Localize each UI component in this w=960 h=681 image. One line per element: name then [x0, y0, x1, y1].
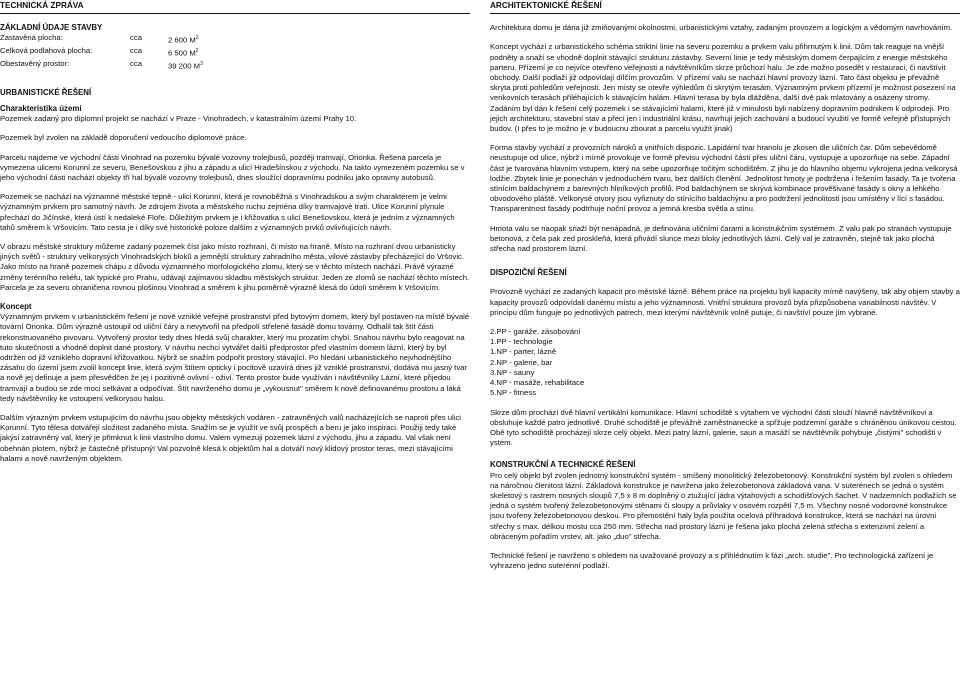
paragraph: Architektura domu je dána již zmiňovanými okolnostmi, urbanistickými vztahy, zadaným provozem a logickým a vědomým navrhováním. [490, 23, 953, 33]
list-item: 1.NP - parter, lázně [490, 347, 557, 357]
construction-title: KONSTRUKČNÍ A TECHNICKÉ ŘEŠENÍ [490, 460, 636, 470]
disposition-title: DISPOZIČNÍ ŘEŠENÍ [490, 268, 567, 278]
list-item: 2.NP - galerie, bar [490, 357, 553, 367]
area-cca: cca [130, 58, 142, 68]
paragraph: Koncept vychází z urbanistického schéma striktní linie na severu pozemku a prvkem valu přihrnutým k linii. Dům tak reaguje na vnější podněty a snaží se vhodně doplnit stávající strukturu zástavby. Severní linie je tedy městským domem čerpajícím z energie městského parteru. Přízemí je co nejvíce otevřeno veřejnosti a návštěvníkům skrze průchozí halu. Je zde možno posedět v restauraci, či navštívit obchody. Další podlaží již odpovídají dílčím provozům. V přízemí valu se nachází hlavní provozy lázní. Tato část objektu je převážně skryta proti pohledům veřejnosti. Jen místy se otevře výhledům či skrytým terasám. Významným prvkem přízemí je možnost posezení na venkovních terasách přiléhajících k stávajícím halám. Hlavní terasa by byla dlážděna, další dvě pak mlatovány a osázeny stromy. Zadáním byl dán k řešení celý pozemek i se stávajícími halami, které již v minulosti byli nabízeny dopravním podnikem k odprodeji. Pro jejich architekturu, stavební stav a přeci jen i industriální krásu, navrhuji jejich zachování a budoucí využití ve formě veřejně přístupných budov. (I přes to je možno je v budoucnu zbourat a parcelu využít jinak) [490, 42, 956, 134]
paragraph: Pozemek se nachází na významné městské tepně - ulici Korunní, která je rovnoběžná s Vinohradskou a svým charakterem je velmi významným prvkem pro samotný návrh. Je zdrojem života a městského ruchu zejména díky tramvajové trati. Ulice Korunní plynule přechází do Jičínské, která ústí k nedaleké Floře. Důležitým prvkem je i křižovatka s ulicí Benešovskou, která je jedním z významných tahů směrem k Vršovicím. Tato cesta je i díky své historické poloze dalším z významných prvků ovlivňujících návrh. [0, 192, 455, 232]
area-row [0, 59, 470, 72]
area-row [0, 33, 470, 46]
paragraph: Pozemek byl zvolen na základě doporučení vedoucího diplomové práce. [0, 133, 247, 143]
paragraph: Technické řešení je navrženo s ohledem na uvažované provozy a s přihlédnutím k fázi „arch. studie". Pro technologická zařízení je vyhrazeno jedno suterénní podlaží. [490, 550, 934, 571]
area-table [0, 33, 470, 71]
area-value: 6 500 $M^2$ [168, 48, 199, 58]
paragraph: Významným prvkem v urbanistickém řešení je nově vzniklé veřejné prostranství před bytovým domem, který byl postaven na místě bývalé tovární Orionka. Dům výrazně ustoupil od uliční čáry a nevytvořil na předpolí střelené fasádě domu továrny. Odhalil tak štít části rekonstruovaného pivovaru. Vytvořený prostor tedy dnes hledá svůj charakter, který mu prozatím chybí. Snahou návrhu bylo reagovat na tuto skutečnosti a vhodně doplnit dané prostory. V návrhu nechci vytvářet další předprostor před vlastním domem lázní, který by byl odtržen od již vzniklého dopravní křižovatkou. Nýbrž se snažím podpořit prostory stávající. Po hledání urbanistického nejvhodnějšího zásahu do území jsem zvolil koncept linie, která svým štítem opticky i pocitově uzavírá dnes již vzniklé prostranství, dodává mu jasný tvar a nově jej definuje a jsem přesvědčen že jej i pozitivně ovlivní - oživí. Tento prostor bude využíván i návštěvníky Lázní, které přijedou tramvají a budou se zde moci setkávat a odpočívat. Štít navrženého domu je „vykousnut" směrem k nově definovanému prostoru a láká tedy návštěvníky ke vstoupení velkorysou halou. [0, 312, 470, 403]
right-column [490, 0, 960, 571]
characteristics-title: Charakteristika území [0, 103, 82, 113]
characteristics-text: Pozemek zadaný pro diplomní projekt se nachází v Praze - Vinohradech, v katastrálním území Prahy 10. [0, 114, 357, 124]
paragraph: Hmota valu se naopak snaží být nenápadná, je definována uličními čarami a konstrukčním systémem. Z valu pak po stranách vystupuje betonová, z čela pak zed proskleňá, která přivádí slunce mezi bloky jednotlivých lázní. Celý val je zatravněn, stejně tak jako plochá střecha nad prostorem lázní. [490, 223, 952, 254]
list-item: 5.NP - fitness [490, 388, 537, 398]
floor-list [490, 327, 960, 398]
paragraph: Pro celý objekt byl zvolen jednotný konstrukční systém - smíšený monolitický železobetonový. Konstrukční systém byl zvolen s ohledem na náročnou členitost lázní. Základová konstrukce je navržena jako železobetonová základová vana. V suterénech se jedná o systém skeletový s rastrem nosných sloupů 7,5 x 8 m doplněný o ztužující jádra výtahových a schodišťových šachet. V nadzemních podlažích se jedná o systém tvořený železobetonovými stěnami či sloupy a průvlaky v osovém rozpětí 7,5 m. Všechny nosné vodorovné konstrukce jsou tvořeny železobetonovou deskou. Pro přemostění haly byla použita ocelová příhradová konstrukce, která se nachází na úrovni střechy s max. délkou mostu cca 250 mm. Střecha nad prostory lázní je řešena jako plochá zelená střecha s extenzivní zelení a obráceným pořadím vrstev, alt. jako „duo" střecha. [490, 470, 957, 541]
area-label: Obestavěný prostor: [0, 58, 70, 68]
right-header: ARCHITEKTONICKÉ ŘEŠENÍ [490, 0, 960, 14]
paragraph: Provozně vychází ze zadaných kapacit pro městské lázně. Během práce na projektu byli kapacity mírně navýšeny, tak aby objem stavby a kapacity provozů odpovídali danému místu a jeho významnosti. Vnitřní struktura provozů byla přizpůsobena variabilnosti návštěv. V principu dům funguje po jednotlivých patrech, mezi kterými návštěvník volně putuje, či navštíví pouze jím vybrané. [490, 287, 960, 317]
list-item: 4.NP - masáže, rehabilitace [490, 378, 585, 388]
area-row [0, 46, 470, 59]
list-item: 2.PP - garáže, zásobování [490, 327, 581, 337]
left-column [0, 0, 470, 464]
paragraph: V obrazu městské struktury můžeme zadaný pozemek číst jako místo rozhraní, či místo na hraně. Místo na rozhraní dvou urbanisticky jiných světů - struktury velkorysých Vinohradských bloků a jemnější struktury zahradního města, vilové zástavby přecházející do Vršovic. Jako místo na hraně pozemek chápu z důvodu významného morfologického zlomu, který se v těchto místech nachází. Právě výrazné změny terénního reliéfu, tak typické pro Prahu, udávají zajímavou skladbu městských struktur. Jeden ze zlomů se nachází těchto místech. Parcela je za severu ohraničena rovnou plošinou Vinohrad a směrem k jihu poměrně výrazně klesá do údolí směrem k Vršovicím. [0, 241, 470, 292]
basic-data-title: ZÁKLADNÍ ÚDAJE STAVBY [0, 23, 103, 33]
list-item: 1.PP - technologie [490, 337, 553, 347]
area-cca: cca [130, 33, 142, 43]
paragraph: Forma stavby vychází z provozních nároků a vnitřních dispozic. Lapidární tvar hranolu je zkosen dle uličních čar. Dům sebevědomě neustupuje od ulice, nýbrž i mírně provokuje ve formě převisu východní části přes uliční čáru, vystupuje a upozorňuje na sebe. Západní část je tvarována hlavním vstupem, který na sebe upozorňuje točitým schodištěm. Z jihu je do hlavního objemu vykrojena jedna velkorysá lodžie. Zbytek linie je ponechán v jednoduchém tvaru, bez dalších členění. Jednolitost hmoty je podtržena i řešením fasády. Ta je tvořena stínícím baldachýnem z barevných hliníkových profilů. Pod baldachýnem se skrývá kombinace prověšivané fasády s okny a lehkého obvodového pláště. Velkorysé otvory jsou vyřiznuty do stínícího baldachýnu a pro podtržení jednolitosti jsou umístěny v lící s fasádou. Transparentnost fasády podtrhuje noční provoz a jemná kresba světla a stínu. [490, 143, 958, 214]
area-label: Celková podlahová plocha: [0, 46, 93, 56]
area-cca: cca [130, 46, 142, 56]
urban-title: URBANISTICKÉ ŘEŠENÍ [0, 87, 92, 97]
left-header: TECHNICKÁ ZPRÁVA [0, 0, 470, 14]
concept-title: Koncept [0, 301, 32, 311]
paragraph: Dalším výrazným prvkem vstupujícím do návrhu jsou objekty městských vodáren - zatravněných valů nacházejících se naproti přes ulici Korunní. Tyto tělesa dotvářejí složitost zadaného místa. Snažím se je využít ve svůj prospěch a beru je jako inspiraci. Použiji tedy také jakýsi zatravněný val, který je přimknut k linii vlastního domu. Valem vymezuji pozemek lázní z východu, jihu a západu. Val však není obehnán plotem, nýbrž je částečně přístupný! Val pozvolně klesá k objektům hal a dotváří nový klidový prostor teras, mezi stávajícími halami a nově navrženým objektem. [0, 412, 462, 463]
area-label: Zastavěná plocha: [0, 33, 63, 43]
list-item: 3.NP - sauny [490, 367, 535, 377]
paragraph: Skrze dům prochází dvě hlavní vertikální komunikace. Hlavní schodiště s výtahem ve východní části slouží hlavně návštěvníkovi a obsluhuje každé patro jednotlivě. Druhé schodiště je převážně zaměstnanecké a spřžuje podzemní garáže s chráněnou únikovou cestou. Obě tyto schodiště procházejí skrze celý objekt. Mezi patry lázní, galerie, saun a masáží se návštěvník pohybuje „čistými" schodišti v ystém. [490, 407, 957, 448]
area-value: 2 600 $M^2$ [168, 35, 199, 45]
paragraph: Parcelu najdeme ve východní části Vinohrad na pozemku bývalé vozovny trolejbusů, později tramvají, Orionka. Řešená parcela je vymezena ulicemi Korunní ze severu, Benešovskou z jihu a západu a ulicí Hradešínskou z východu. Na takto vymezeném pozemku se v jeho východní části nachází objekty tří hal bývalé vozovny trolejbusů, dnes sloužící dopravnímu podniku jako opravny autobusů. [0, 152, 465, 182]
area-value: 39 200 $M^3$ [168, 60, 203, 71]
